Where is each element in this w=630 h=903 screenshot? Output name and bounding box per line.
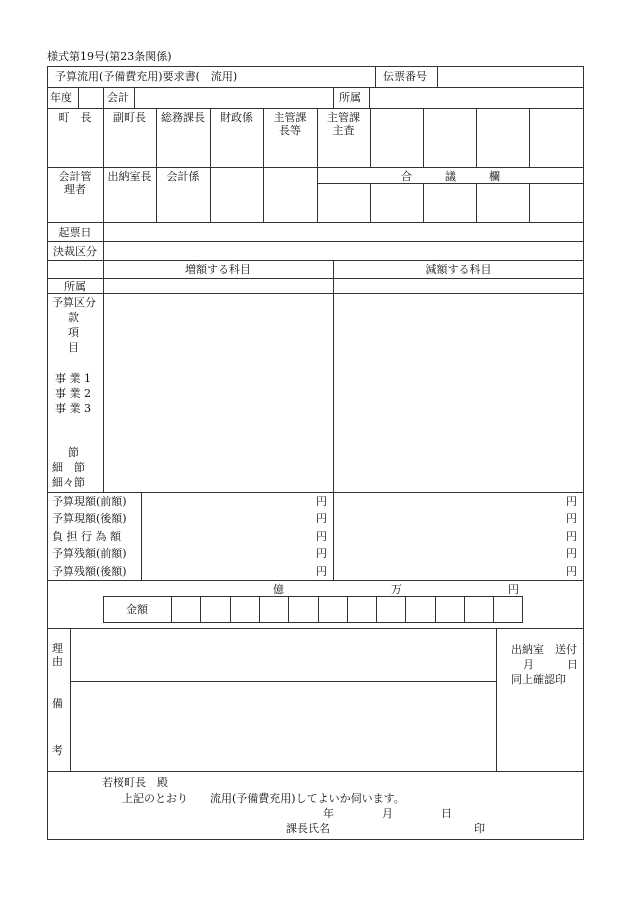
date-day: 日 (441, 807, 452, 820)
amount-row-label: 予算残額(後額) (52, 565, 127, 578)
yen-unit: 円 (316, 495, 327, 508)
department-label: 所属 (339, 91, 361, 104)
stamp-cell[interactable] (530, 109, 582, 166)
amount-row-label: 予算現額(前額) (52, 495, 127, 508)
accounting-field[interactable] (136, 89, 331, 106)
budget-kan-label: 款 (68, 311, 79, 324)
saisai-setsu-label: 細々節 (52, 476, 85, 489)
chief-name-label: 課長氏名 (286, 822, 330, 835)
yen-unit: 円 (316, 565, 327, 578)
draft-date-field[interactable] (105, 224, 582, 240)
fiscal-year-label: 年度 (50, 91, 72, 104)
yen-unit: 円 (566, 512, 577, 525)
dept-row-label: 所属 (64, 280, 86, 293)
project-1-label: 事 業 1 (55, 372, 91, 385)
decision-category-field[interactable] (105, 243, 582, 259)
yen-unit: 円 (566, 547, 577, 560)
notes-label-top: 備 (52, 697, 63, 710)
confirm-seal-label: 同上確認印 (511, 673, 566, 686)
oku-unit: 億 (273, 583, 284, 596)
amount-row-label: 予算現額(後額) (52, 512, 127, 525)
approval-managing-chief: 主管課 長等 (273, 111, 307, 137)
slip-number-label: 伝票番号 (383, 70, 427, 83)
reason-label: 理 由 (52, 642, 63, 668)
project-2-label: 事 業 2 (55, 387, 91, 400)
yen-unit: 円 (316, 512, 327, 525)
approval-mayor: 町 長 (58, 111, 92, 124)
budget-category-label: 予算区分 (52, 296, 96, 309)
approval-finance-section: 財政係 (220, 111, 253, 124)
approval-cashier-chief: 出納室長 (107, 170, 152, 183)
date-month: 月 (382, 807, 393, 820)
stamp-cell[interactable] (424, 109, 475, 166)
accounting-label: 会計 (107, 91, 129, 104)
amount-row-label: 負 担 行 為 額 (52, 530, 121, 543)
decrease-items-header: 減額する科目 (425, 263, 492, 276)
reason-field[interactable] (72, 630, 494, 679)
budget-kou-label: 項 (68, 326, 79, 339)
approval-general-affairs-chief: 総務課長 (161, 111, 205, 124)
form-title: 予算流用(予備費充用)要求書( 流用) (55, 70, 238, 83)
notes-field[interactable] (72, 683, 494, 769)
fiscal-year-field[interactable] (80, 89, 101, 106)
setsu-label: 節 (68, 446, 79, 459)
en-unit: 円 (508, 583, 519, 596)
approval-deputy-mayor: 副町長 (113, 111, 146, 124)
yen-unit: 円 (316, 547, 327, 560)
chief-name-field[interactable] (340, 820, 470, 835)
yen-unit: 円 (316, 530, 327, 543)
date-year: 年 (323, 807, 334, 820)
approval-accounting-manager: 会計管 理者 (58, 170, 92, 196)
addressee: 若桜町長 殿 (102, 776, 168, 789)
stamp-cell[interactable] (371, 109, 422, 166)
slip-number-field[interactable] (440, 68, 580, 85)
project-3-label: 事 業 3 (55, 402, 91, 415)
approval-accounting-section: 会計係 (166, 170, 200, 183)
increase-items-header: 増額する科目 (185, 263, 251, 276)
money-label: 金額 (126, 603, 148, 616)
yen-unit: 円 (566, 565, 577, 578)
request-text: 上記のとおり 流用(予備費充用)してよいか伺います。 (122, 792, 405, 805)
sai-setsu-label: 細 節 (52, 461, 85, 474)
draft-date-label: 起票日 (58, 226, 92, 239)
yen-unit: 円 (566, 530, 577, 543)
form-number: 様式第19号(第23条関係) (47, 50, 172, 63)
man-unit: 万 (391, 583, 402, 596)
cashier-sent-label: 出納室 送付 (511, 643, 577, 656)
decision-category-label: 決裁区分 (53, 245, 97, 258)
yen-unit: 円 (566, 495, 577, 508)
cashier-date-label: 月 日 (523, 658, 578, 671)
notes-label-bottom: 考 (52, 744, 63, 757)
department-field[interactable] (372, 89, 582, 106)
stamp-cell[interactable] (477, 109, 528, 166)
approval-managing-assistant: 主管課 主査 (327, 111, 360, 137)
seal-mark: 印 (474, 822, 485, 835)
consultation-header: 合 議 欄 (401, 170, 500, 183)
amount-row-label: 予算残額(前額) (52, 547, 127, 560)
budget-moku-label: 目 (68, 341, 79, 354)
